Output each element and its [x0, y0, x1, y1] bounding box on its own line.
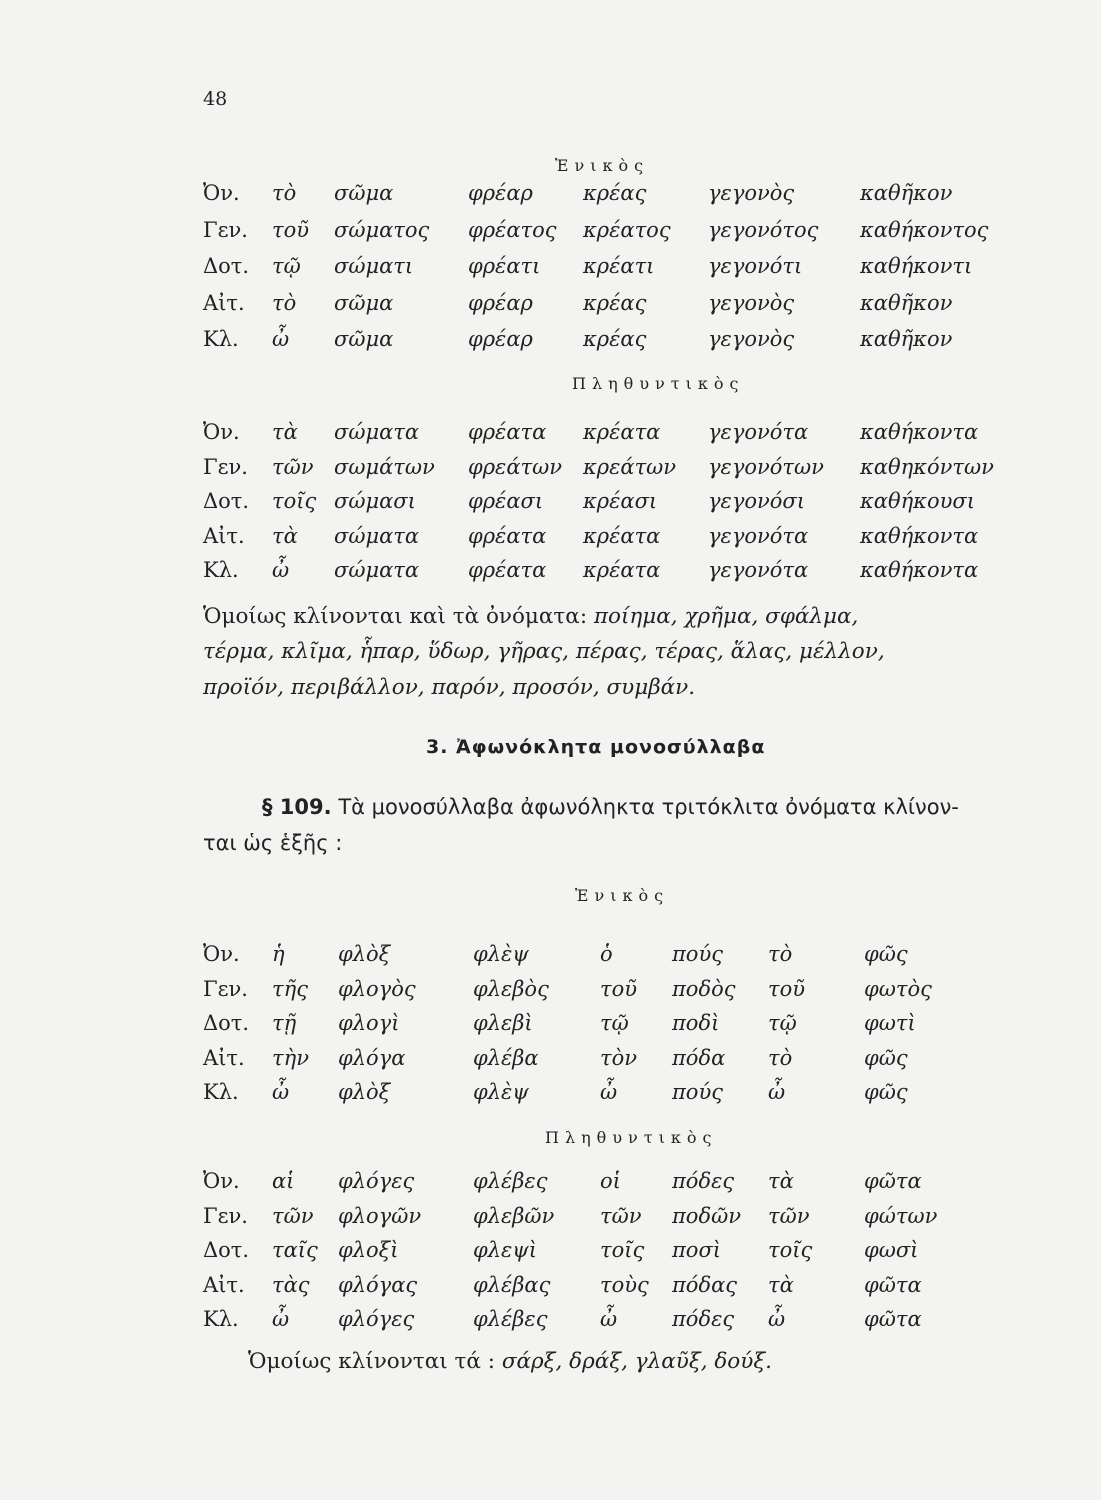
form-cell: πούς [672, 1080, 723, 1104]
form-cell: τῶν [768, 1203, 810, 1228]
form-cell: φλογῶν [338, 1203, 422, 1228]
form-cell: φλογὶ [338, 1011, 400, 1035]
case-label: Ὀν. [203, 420, 240, 444]
case-label: Δοτ. [203, 254, 250, 278]
form-cell: τὸ [768, 1045, 793, 1070]
form-cell: φλέβες [473, 1169, 548, 1193]
form-cell: κρεάτων [583, 454, 677, 479]
table-row [0, 1204, 1101, 1234]
similar-words-line-3: προϊόν, περιβάλλον, παρόν, προσόν, συμβάν. [203, 675, 696, 700]
form-cell: τοῦ [768, 976, 806, 1001]
form-cell: τὴν [272, 1045, 309, 1070]
case-label: Γεν. [203, 454, 248, 479]
form-cell: αἱ [272, 1169, 295, 1193]
form-cell: φρέατι [468, 254, 541, 278]
form-cell: φλόγες [338, 1169, 415, 1193]
form-cell: σωμάτων [334, 454, 435, 479]
table-row [0, 1307, 1101, 1337]
form-cell: ὦ [600, 1307, 618, 1331]
form-cell: φλεβὸς [473, 976, 549, 1001]
similar-words-line-1 [203, 604, 858, 629]
form-cell: καθήκοντα [860, 420, 979, 444]
plural-heading: Πληθυντικὸς [572, 374, 745, 393]
form-cell: φρέαρ [468, 327, 533, 351]
form-cell: τὸν [600, 1045, 638, 1070]
form-cell: κρέας [583, 290, 647, 315]
form-cell: γεγονότα [708, 523, 809, 548]
form-cell: κρέατι [583, 254, 655, 278]
form-cell: φῶς [864, 942, 908, 966]
form-cell: σώμασι [334, 489, 416, 513]
form-cell: φλόγας [338, 1272, 418, 1297]
case-label: Γεν. [203, 976, 248, 1001]
form-cell: φλεβῶν [473, 1203, 555, 1228]
form-cell: σώματα [334, 523, 420, 548]
form-cell: γεγονότα [708, 420, 809, 444]
form-cell: καθῆκον [860, 290, 953, 315]
paragraph-109-line-2: ται ὡς ἑξῆς : [203, 831, 343, 855]
form-cell: φλογὸς [338, 976, 416, 1001]
table-row [0, 489, 1101, 519]
form-cell: ποδῶν [672, 1203, 741, 1228]
singular-heading-2: Ἑνικὸς [575, 886, 670, 905]
form-cell: τοῖς [272, 489, 317, 513]
form-cell: καθήκοντα [860, 523, 979, 548]
form-cell: τὰ [768, 1169, 794, 1193]
form-cell: καθῆκον [860, 181, 953, 205]
table-row [0, 1080, 1101, 1110]
table-row [0, 1273, 1101, 1303]
table-row [0, 1238, 1101, 1268]
form-cell: πόδας [672, 1272, 738, 1297]
similar-words-final [248, 1349, 772, 1374]
form-cell: πόδες [672, 1307, 735, 1331]
paragraph-number: § 109. [262, 795, 332, 819]
paragraph-109-line-1 [262, 795, 959, 819]
form-cell: τῷ [600, 1011, 629, 1035]
table-row [0, 455, 1101, 485]
form-cell: φλέβα [473, 1045, 539, 1070]
form-cell: καθήκοντι [860, 254, 973, 278]
form-cell: φλεψὶ [473, 1238, 537, 1262]
form-cell: φρέατα [468, 523, 547, 548]
form-cell: φλέβες [473, 1307, 548, 1331]
form-cell: φρέαρ [468, 181, 533, 205]
form-cell: κρέας [583, 181, 647, 205]
form-cell: φλοξὶ [338, 1238, 399, 1262]
form-cell: τὰς [272, 1272, 310, 1297]
form-cell: σώματα [334, 558, 420, 582]
case-label: Κλ. [203, 1307, 239, 1331]
form-cell: τῷ [768, 1011, 797, 1035]
case-label: Δοτ. [203, 1011, 250, 1035]
section-title: 3. Ἀφωνόκλητα μονοσύλλαβα [426, 736, 766, 758]
form-cell: ὦ [272, 327, 290, 351]
table-row [0, 977, 1101, 1007]
similar-words: ποίημα, χρῆμα, σφάλμα, [593, 604, 859, 629]
plural-heading-2: Πληθυντικὸς [545, 1128, 718, 1147]
form-cell: κρέας [583, 327, 647, 351]
form-cell: φλὸξ [338, 1080, 391, 1104]
form-cell: γεγονὸς [708, 327, 795, 351]
form-cell: φωτὸς [864, 976, 932, 1001]
form-cell: τοῦ [600, 976, 638, 1001]
case-label: Ὀν. [203, 1169, 240, 1193]
form-cell: ἡ [272, 942, 285, 966]
similar-intro-final: Ὁμοίως κλίνονται τά : [248, 1349, 495, 1374]
case-label: Δοτ. [203, 489, 250, 513]
form-cell: τῶν [272, 454, 314, 479]
form-cell: ὦ [768, 1080, 786, 1104]
case-label: Αἰτ. [203, 1272, 245, 1297]
form-cell: τὰ [272, 523, 298, 548]
table-row [0, 1011, 1101, 1041]
form-cell: τοῖς [768, 1238, 813, 1262]
form-cell: φλόγα [338, 1045, 406, 1070]
form-cell: φλὲψ [473, 1080, 529, 1104]
form-cell: τοῖς [600, 1238, 645, 1262]
form-cell: φρέαρ [468, 290, 533, 315]
form-cell: σώματι [334, 254, 414, 278]
case-label: Κλ. [203, 327, 239, 351]
form-cell: τῷ [272, 254, 301, 278]
case-label: Γεν. [203, 1203, 248, 1228]
form-cell: τὸ [272, 181, 297, 205]
form-cell: ὦ [768, 1307, 786, 1331]
table-row [0, 524, 1101, 554]
form-cell: τῶν [600, 1203, 642, 1228]
similar-words-final-list: σάρξ, δράξ, γλαῦξ, δούξ. [501, 1349, 772, 1374]
table-row [0, 327, 1101, 357]
form-cell: σῶμα [334, 181, 394, 205]
form-cell: ποδὶ [672, 1011, 720, 1035]
form-cell: κρέασι [583, 489, 658, 513]
form-cell: φῶτα [864, 1169, 922, 1193]
form-cell: φρέατα [468, 558, 547, 582]
form-cell: τῶν [272, 1203, 314, 1228]
form-cell: καθηκόντων [860, 454, 994, 479]
form-cell: φωσὶ [864, 1238, 919, 1262]
form-cell: φλόγες [338, 1307, 415, 1331]
form-cell: καθῆκον [860, 327, 953, 351]
paragraph-text: Τὰ μονοσύλλαβα ἀφωνόληκτα τριτόκλιτα ὀνόματα κλίνον- [338, 795, 959, 819]
form-cell: γεγονότι [708, 254, 803, 278]
form-cell: ὦ [272, 1307, 290, 1331]
form-cell: ποσὶ [672, 1238, 722, 1262]
case-label: Δοτ. [203, 1238, 250, 1262]
form-cell: σώματα [334, 420, 420, 444]
form-cell: καθήκοντα [860, 558, 979, 582]
form-cell: καθήκοντος [860, 217, 989, 242]
form-cell: φλὲψ [473, 942, 529, 966]
similar-words-line-2: τέρμα, κλῖμα, ἧπαρ, ὕδωρ, γῆρας, πέρας, τέρας, ἅλας, μέλλον, [203, 639, 885, 664]
table-row [0, 254, 1101, 284]
form-cell: γεγονὸς [708, 181, 795, 205]
form-cell: πόδα [672, 1045, 726, 1070]
form-cell: φρεάτων [468, 454, 563, 479]
form-cell: φρέατα [468, 420, 547, 444]
table-row [0, 1169, 1101, 1199]
case-label: Γεν. [203, 217, 248, 242]
case-label: Αἰτ. [203, 290, 245, 315]
form-cell: τῆς [272, 976, 308, 1001]
form-cell: γεγονόσι [708, 489, 805, 513]
form-cell: ὦ [272, 558, 290, 582]
case-label: Ὀν. [203, 181, 240, 205]
form-cell: φρέατος [468, 217, 557, 242]
case-label: Κλ. [203, 558, 239, 582]
form-cell: φῶτα [864, 1307, 922, 1331]
form-cell: ταῖς [272, 1238, 318, 1262]
form-cell: φλέβας [473, 1272, 551, 1297]
table-row [0, 558, 1101, 588]
case-label: Ὀν. [203, 942, 240, 966]
form-cell: τὰ [272, 420, 298, 444]
form-cell: φλὸξ [338, 942, 391, 966]
form-cell: φῶς [864, 1045, 908, 1070]
form-cell: γεγονότος [708, 217, 819, 242]
form-cell: γεγονότων [708, 454, 824, 479]
table-row [0, 420, 1101, 450]
form-cell: γεγονότα [708, 558, 809, 582]
case-label: Κλ. [203, 1080, 239, 1104]
form-cell: ὦ [600, 1080, 618, 1104]
form-cell: σῶμα [334, 290, 394, 315]
form-cell: σώματος [334, 217, 430, 242]
form-cell: πόδες [672, 1169, 735, 1193]
table-row [0, 942, 1101, 972]
form-cell: φρέασι [468, 489, 544, 513]
form-cell: κρέατα [583, 558, 661, 582]
form-cell: πούς [672, 942, 723, 966]
form-cell: φωτὶ [864, 1011, 916, 1035]
form-cell: φῶς [864, 1080, 908, 1104]
form-cell: ὦ [272, 1080, 290, 1104]
case-label: Αἰτ. [203, 1045, 245, 1070]
table-row [0, 218, 1101, 248]
table-row [0, 1046, 1101, 1076]
form-cell: γεγονὸς [708, 290, 795, 315]
form-cell: τῇ [272, 1011, 297, 1035]
form-cell: κρέατα [583, 523, 661, 548]
form-cell: τὸ [272, 290, 297, 315]
table-row [0, 181, 1101, 211]
page-number: 48 [203, 88, 228, 110]
form-cell: τὸ [768, 942, 793, 966]
similar-intro: Ὁμοίως κλίνονται καὶ τὰ ὀνόματα: [203, 604, 588, 629]
singular-heading: Ἑνικὸς [555, 156, 650, 175]
form-cell: τὰ [768, 1272, 794, 1297]
table-row [0, 291, 1101, 321]
form-cell: φῶτα [864, 1272, 922, 1297]
form-cell: οἱ [600, 1169, 621, 1193]
form-cell: κρέατα [583, 420, 661, 444]
form-cell: φώτων [864, 1203, 938, 1228]
case-label: Αἰτ. [203, 523, 245, 548]
form-cell: σῶμα [334, 327, 394, 351]
form-cell: κρέατος [583, 217, 671, 242]
form-cell: καθήκουσι [860, 489, 975, 513]
form-cell: ποδὸς [672, 976, 736, 1001]
form-cell: φλεβὶ [473, 1011, 533, 1035]
form-cell: ὁ [600, 942, 613, 966]
form-cell: τοῦ [272, 217, 310, 242]
form-cell: τοὺς [600, 1272, 649, 1297]
